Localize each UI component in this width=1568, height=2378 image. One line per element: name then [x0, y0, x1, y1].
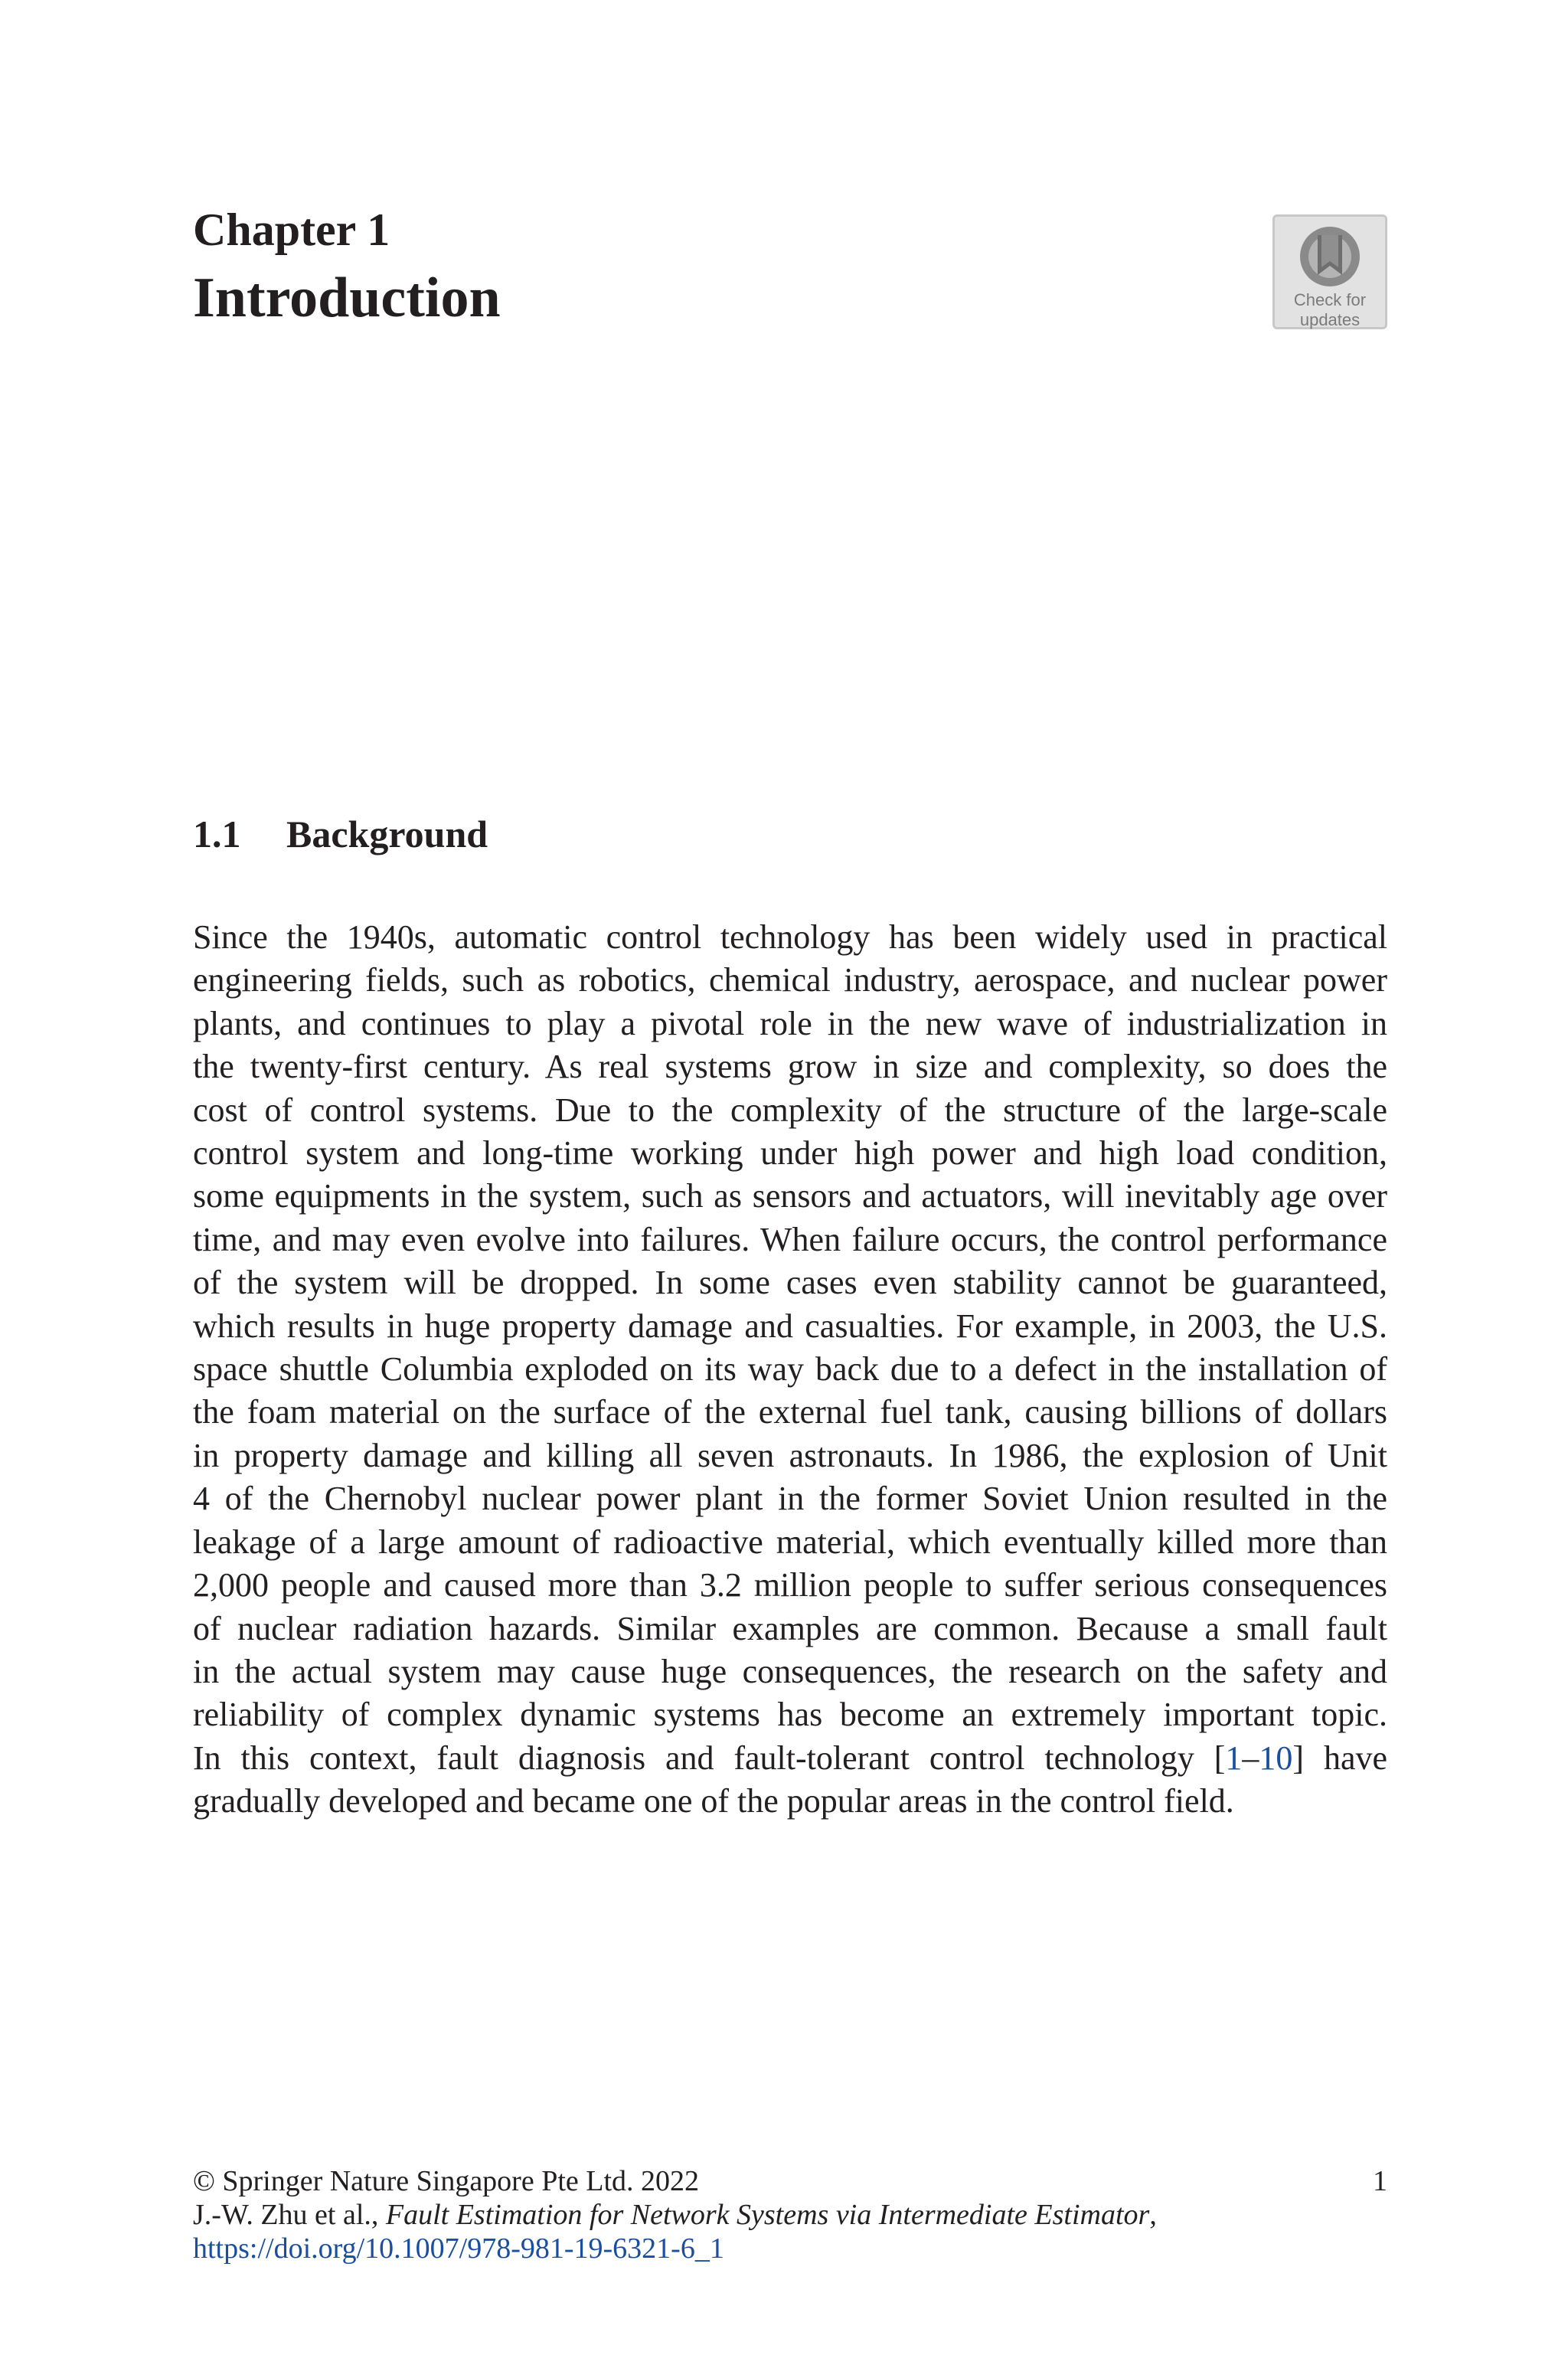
citation-line-prefix: In this context, fault diagnosis and fault-tolerant control technology [: [193, 1739, 1226, 1777]
paragraph-line: Since the 1940s, automatic control technology has been widely used in practical: [193, 918, 1387, 956]
paragraph-line: leakage of a large amount of radioactive material, which eventually killed more than: [193, 1523, 1387, 1561]
paragraph-line: the foam material on the surface of the external fuel tank, causing billions of dollars: [193, 1393, 1387, 1431]
paragraph-line: time, and may even evolve into failures. When failure occurs, the control performance: [193, 1220, 1387, 1258]
copyright-notice: © Springer Nature Singapore Pte Ltd. 2022: [193, 2165, 700, 2197]
citation-reference: [193, 2198, 1387, 2232]
section-number: 1.1: [193, 813, 241, 855]
paragraph-line: of nuclear radiation hazards. Similar examples are common. Because a small fault: [193, 1609, 1387, 1647]
paragraph-line: engineering fields, such as robotics, chemical industry, aerospace, and nuclear power: [193, 961, 1387, 999]
paragraph-line: control system and long-time working under high power and high load condition,: [193, 1134, 1387, 1173]
authors: J.-W. Zhu et al.,: [193, 2199, 386, 2231]
paragraph-last-line: gradually developed and became one of the popular areas in the control field.: [193, 1782, 1234, 1820]
paragraph-line: space shuttle Columbia exploded on its way back due to a defect in the installation of: [193, 1350, 1387, 1389]
check-for-updates-badge[interactable]: [1272, 214, 1387, 329]
badge-line-1: Check for: [1293, 290, 1367, 309]
page-footer: [193, 2164, 1387, 2265]
paragraph-line: 2,000 people and caused more than 3.2 million people to suffer serious consequences: [193, 1566, 1387, 1604]
paragraph-line: 4 of the Chernobyl nuclear power plant in the former Soviet Union resulted in the: [193, 1480, 1387, 1518]
paragraph-line: which results in huge property damage and casualties. For example, in 2003, the U.S.: [193, 1307, 1387, 1345]
citation-link-end[interactable]: 10: [1259, 1739, 1293, 1777]
citation-link-start[interactable]: 1: [1225, 1739, 1243, 1777]
paragraph-line: reliability of complex dynamic systems has become an extremely important topic.: [193, 1696, 1387, 1734]
paragraph-line: of the system will be dropped. In some cases even stability cannot be guaranteed,: [193, 1264, 1387, 1302]
chapter-label: Chapter 1: [193, 204, 390, 255]
paragraph-line-citation: [193, 1737, 1387, 1780]
paragraph-line: plants, and continues to play a pivotal role in the new wave of industrialization in: [193, 1004, 1387, 1042]
book-title-suffix: ,: [1149, 2199, 1157, 2231]
page-number: 1: [1373, 2165, 1387, 2197]
paragraph-line: some equipments in the system, such as sensors and actuators, will inevitably age over: [193, 1177, 1387, 1215]
crossmark-bookmark-icon: [1298, 224, 1362, 289]
doi-link[interactable]: https://doi.org/10.1007/978-981-19-6321-6_1: [193, 2232, 724, 2265]
citation-dash: –: [1242, 1739, 1259, 1777]
section-title: Background: [286, 813, 488, 855]
paragraph-line: in the actual system may cause huge consequences, the research on the safety and: [193, 1652, 1387, 1690]
body-paragraph: [193, 916, 1387, 1824]
badge-line-2: updates: [1299, 310, 1361, 329]
paragraph-line: in property damage and killing all seven astronauts. In 1986, the explosion of Unit: [193, 1436, 1387, 1474]
section-heading: [193, 815, 488, 853]
paragraph-line: the twenty-first century. As real systems grow in size and complexity, so does the: [193, 1048, 1387, 1086]
citation-line-suffix: ] have: [1292, 1739, 1388, 1777]
chapter-title: Introduction: [193, 267, 501, 329]
paragraph-line: cost of control systems. Due to the complexity of the structure of the large-scale: [193, 1091, 1387, 1129]
book-title: Fault Estimation for Network Systems via Intermediate Estimator: [385, 2199, 1150, 2231]
